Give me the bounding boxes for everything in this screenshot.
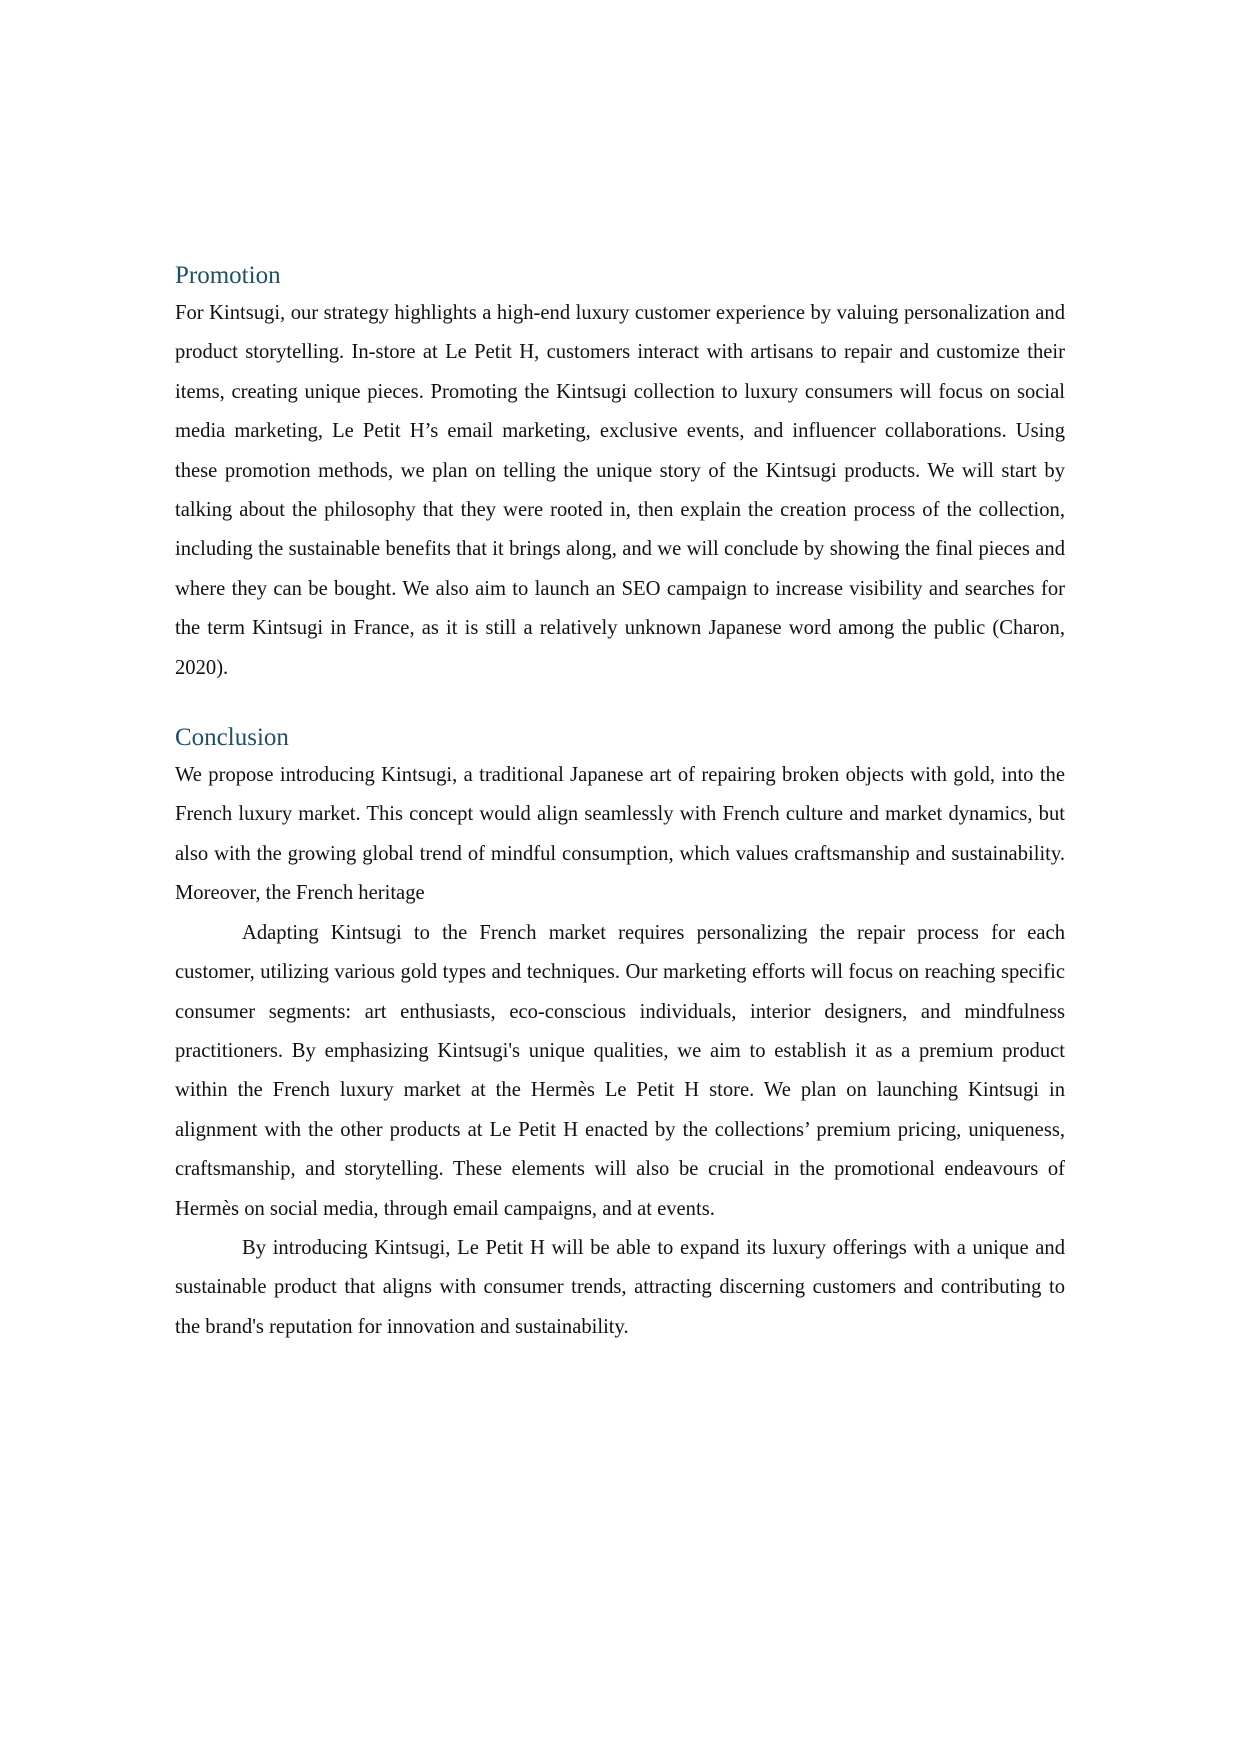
section-spacer	[175, 688, 1065, 720]
promotion-section	[175, 258, 1065, 688]
conclusion-heading: Conclusion	[175, 724, 289, 752]
conclusion-paragraph-3: By introducing Kintsugi, Le Petit H will be able to expand its luxury offerings with a unique and sustainable product that aligns with consumer trends, attracting discerning customers and contributing to the brand's reputation for innovation and sustainability.	[175, 1236, 1065, 1338]
conclusion-section	[175, 720, 1065, 1347]
conclusion-paragraph-2: Adapting Kintsugi to the French market requires personalizing the repair process for each customer, utilizing various gold types and techniques. Our marketing efforts will focus on reaching specific consumer segments: art enthusiasts, eco-conscious individuals, interior designers, and mindfulness practitioners. By emphasizing Kintsugi's unique qualities, we aim to establish it as a premium product within the French luxury market at the Hermès Le Petit H store. We plan on launching Kintsugi in alignment with the other products at Le Petit H enacted by the collections’ premium pricing, uniqueness, craftsmanship, and storytelling. These elements will also be crucial in the promotional endeavours of Hermès on social media, through email campaigns, and at events.	[175, 921, 1065, 1220]
promotion-paragraph: For Kintsugi, our strategy highlights a high-end luxury customer experience by valuing personalization and product storytelling. In-store at Le Petit H, customers interact with artisans to repair and customize their items, creating unique pieces. Promoting the Kintsugi collection to luxury consumers will focus on social media marketing, Le Petit H’s email marketing, exclusive events, and influencer collaborations. Using these promotion methods, we plan on telling the unique story of the Kintsugi products. We will start by talking about the philosophy that they were rooted in, then explain the creation process of the collection, including the sustainable benefits that it brings along, and we will conclude by showing the final pieces and where they can be bought. We also aim to launch an SEO campaign to increase visibility and searches for the term Kintsugi in France, as it is still a relatively unknown Japanese word among the public (Charon, 2020).	[175, 302, 1065, 679]
page-content	[175, 258, 1065, 1347]
conclusion-paragraph-1: We propose introducing Kintsugi, a traditional Japanese art of repairing broken objects with gold, into the French luxury market. This concept would align seamlessly with French culture and market dynamics, but also with the growing global trend of mindful consumption, which values craftsmanship and sustainability. Moreover, the French heritage	[175, 764, 1065, 905]
promotion-heading: Promotion	[175, 262, 281, 289]
